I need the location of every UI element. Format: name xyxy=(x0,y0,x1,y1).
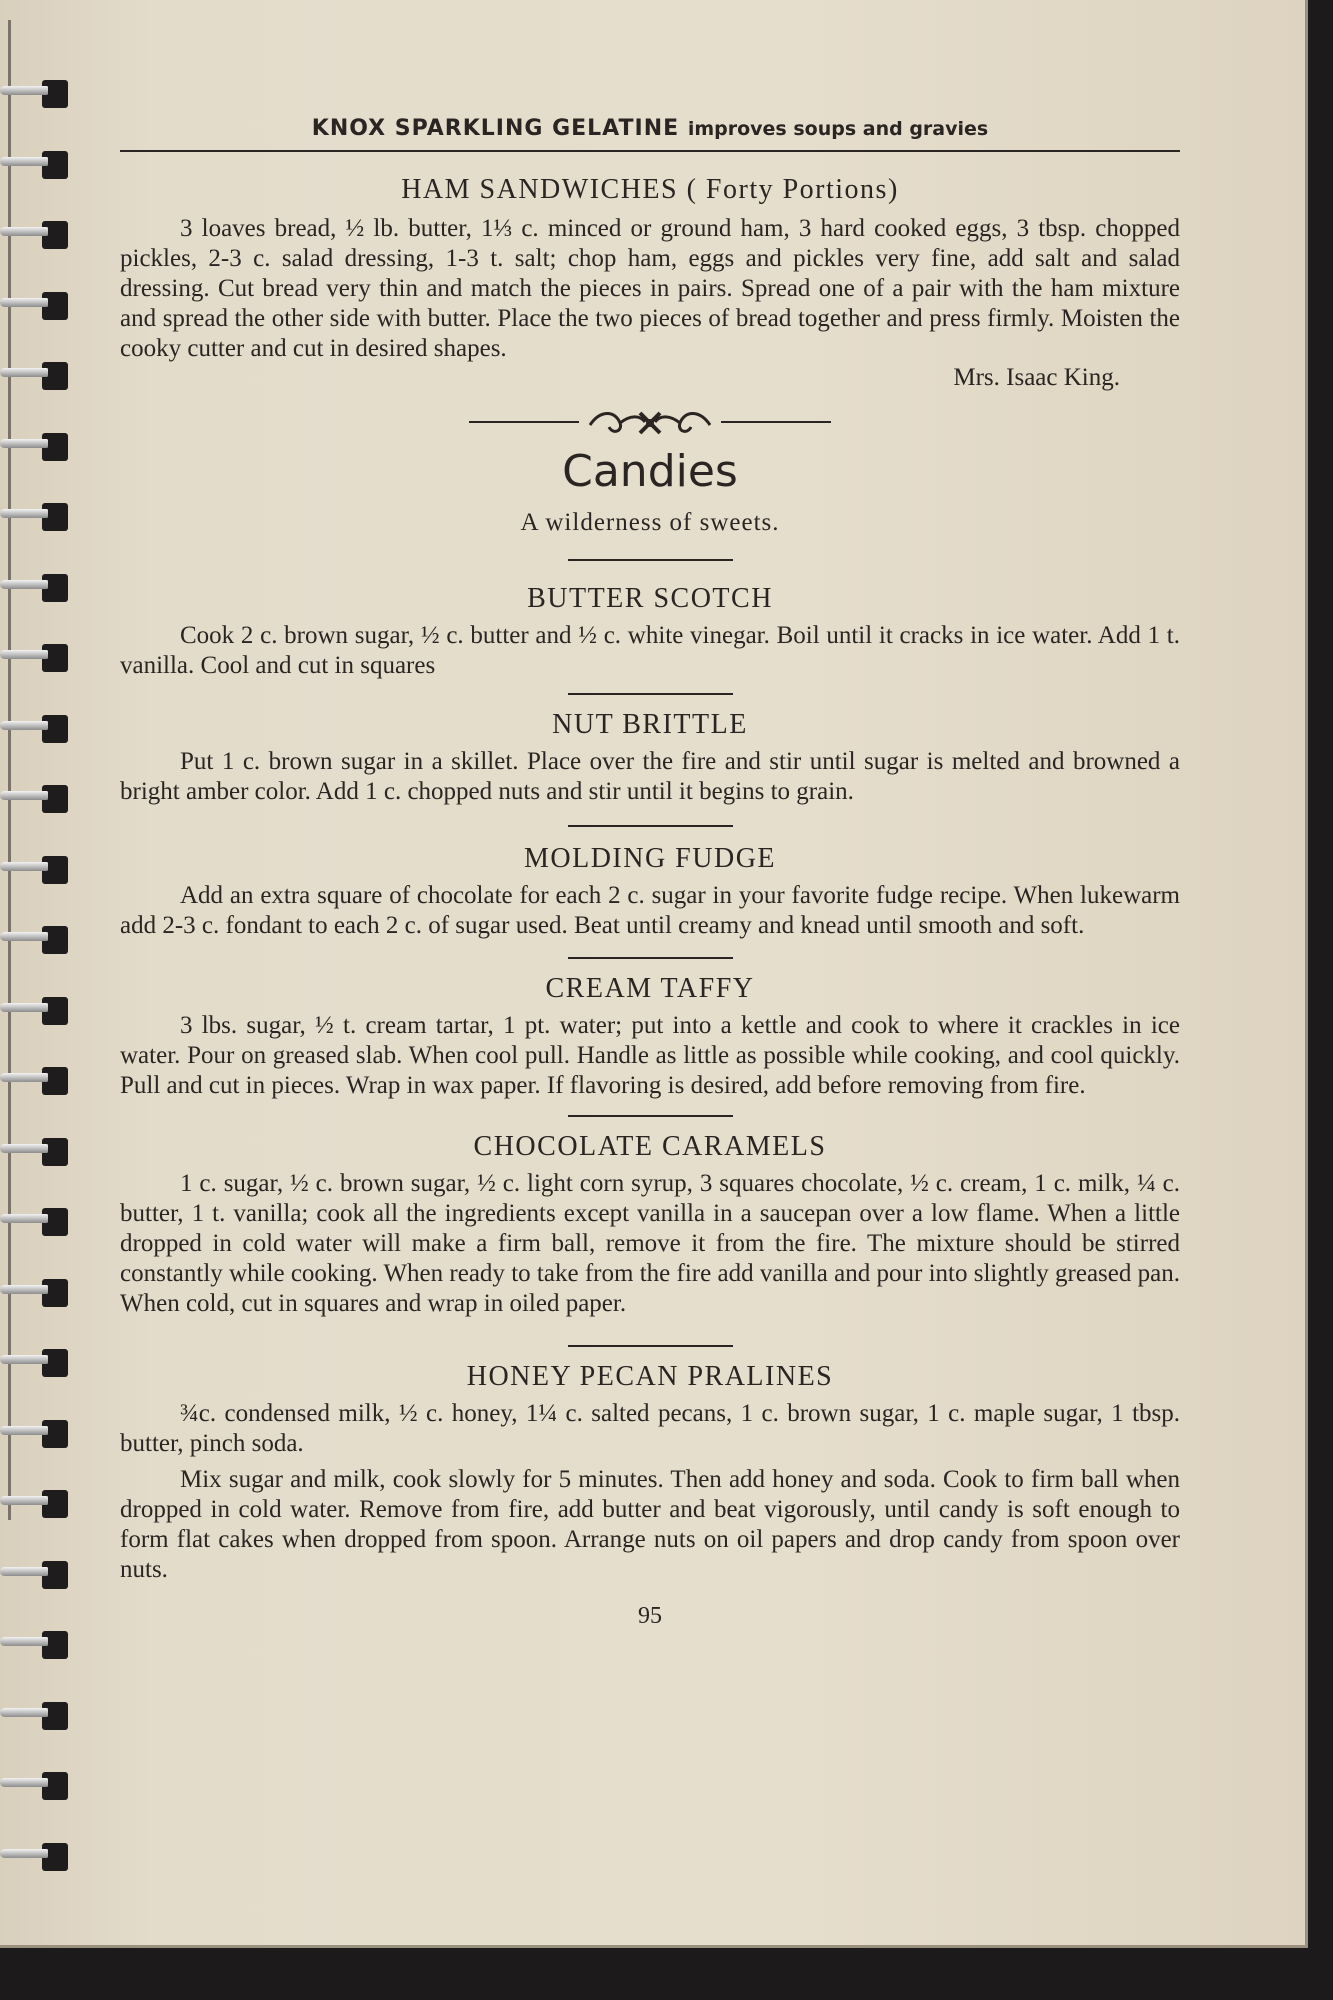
recipe-title-nut-brittle: NUT BRITTLE xyxy=(552,709,748,740)
coil-wire xyxy=(0,1285,48,1294)
coil-wire xyxy=(0,580,48,589)
coil-wire xyxy=(0,1003,48,1012)
spiral-coil xyxy=(0,433,72,463)
spiral-coil xyxy=(0,1843,72,1873)
spiral-coil xyxy=(0,80,72,110)
coil-wire xyxy=(0,862,48,871)
coil-wire xyxy=(0,1637,48,1646)
ornament-line-left xyxy=(469,421,579,423)
header-tagline: improves soups and gravies xyxy=(687,118,989,140)
page-number: 95 xyxy=(638,1603,662,1629)
spiral-coil xyxy=(0,574,72,604)
coil-wire xyxy=(0,298,48,307)
coil-wire xyxy=(0,1708,48,1717)
coil-wire xyxy=(0,1214,48,1223)
page-content xyxy=(120,108,1180,1630)
spiral-coil xyxy=(0,785,72,815)
recipe-title-chocolate-caramels: CHOCOLATE CARAMELS xyxy=(473,1131,827,1162)
recipe-title-molding-fudge: MOLDING FUDGE xyxy=(523,843,777,874)
recipe-title-honey-pecan-pralines: HONEY PECAN PRALINES xyxy=(466,1361,834,1392)
spiral-coil xyxy=(0,997,72,1027)
coil-wire xyxy=(0,227,48,236)
coil-wire xyxy=(0,439,48,448)
coil-wire xyxy=(0,509,48,518)
spiral-coil xyxy=(0,151,72,181)
coil-wire xyxy=(0,1355,48,1364)
spiral-binding xyxy=(0,80,80,1900)
spiral-coil xyxy=(0,292,72,322)
spiral-coil xyxy=(0,1631,72,1661)
recipe-body-ham-sandwiches: 3 loaves bread, ½ lb. butter, 1⅓ c. minced or ground ham, 3 hard cooked eggs, 3 tbsp. chopped pickles, 2-3 c. salad dressing, 1-3 t. salt; chop ham, eggs and pickles very fine, add salt and salad dressing. Cut bread very thin and match the pieces in pairs. Spread one of a pair with the ham mixture and spread the other side with butter. Place the two pieces of bread together and press firmly. Moisten the cooky cutter and cut in desired shapes. xyxy=(120,215,1180,362)
spiral-coil xyxy=(0,1067,72,1097)
spiral-coil xyxy=(0,221,72,251)
ornament-line-right xyxy=(721,421,831,423)
section-title: Candies xyxy=(562,446,738,497)
recipe-method-honey-pecan-pralines: Mix sugar and milk, cook slowly for 5 minutes. Then add honey and soda. Cook to firm ball when dropped in cold water. Remove from fire, add butter and beat vigorously, until candy is soft enough to form flat cakes when dropped from spoon. Arrange nuts on oil papers and drop candy from spoon over nuts. xyxy=(120,1466,1180,1583)
spiral-coil xyxy=(0,1702,72,1732)
coil-wire xyxy=(0,1567,48,1576)
coil-wire xyxy=(0,157,48,166)
spiral-coil xyxy=(0,362,72,392)
section-subtitle: A wilderness of sweets. xyxy=(520,509,780,536)
coil-wire xyxy=(0,650,48,659)
coil-wire xyxy=(0,1778,48,1787)
recipe-body-chocolate-caramels: 1 c. sugar, ½ c. brown sugar, ½ c. light corn syrup, 3 squares chocolate, ½ c. cream, 1 c. milk, ¼ c. butter, 1 t. vanilla; cook all the ingredients except vanilla in a saucepan over a low flame. When a little dropped in cold water will make a firm ball, remove it from the fire. The mixture should be stirred constantly while cooking. When ready to take from the fire add vanilla and pour into slightly greased pan. When cold, cut in squares and wrap in oiled paper. xyxy=(120,1170,1180,1317)
spiral-coil xyxy=(0,1138,72,1168)
spiral-coil xyxy=(0,856,72,886)
coil-wire xyxy=(0,1144,48,1153)
spiral-coil xyxy=(0,1561,72,1591)
spiral-coil xyxy=(0,1490,72,1520)
spiral-coil xyxy=(0,1420,72,1450)
spiral-coil xyxy=(0,926,72,956)
coil-wire xyxy=(0,86,48,95)
coil-wire xyxy=(0,1849,48,1858)
coil-wire xyxy=(0,1426,48,1435)
spiral-coil xyxy=(0,715,72,745)
recipe-ingredients-honey-pecan-pralines: ¾c. condensed milk, ½ c. honey, 1¼ c. salted pecans, 1 c. brown sugar, 1 c. maple sugar, 1 tbsp. butter, pinch soda. xyxy=(120,1400,1180,1457)
spiral-coil xyxy=(0,644,72,674)
recipe-body-molding-fudge: Add an extra square of chocolate for each 2 c. sugar in your favorite fudge recipe. When lukewarm add 2-3 c. fondant to each 2 c. of sugar used. Beat until creamy and knead until smooth and soft. xyxy=(120,882,1180,939)
recipe-body-butter-scotch: Cook 2 c. brown sugar, ½ c. butter and ½ c. white vinegar. Boil until it cracks in ice water. Add 1 t. vanilla. Cool and cut in squares xyxy=(120,622,1180,679)
running-header xyxy=(120,108,1180,152)
spiral-coil xyxy=(0,1279,72,1309)
recipe-title-butter-scotch: BUTTER SCOTCH xyxy=(527,583,773,614)
recipe-body-nut-brittle: Put 1 c. brown sugar in a skillet. Place over the fire and stir until sugar is melted and browned a bright amber color. Add 1 c. chopped nuts and stir until it begins to grain. xyxy=(120,748,1180,805)
floral-scroll-icon xyxy=(585,405,715,439)
coil-wire xyxy=(0,1073,48,1082)
recipe-title-ham-sandwiches: HAM SANDWICHES ( Forty Portions) xyxy=(401,174,899,205)
coil-wire xyxy=(0,1496,48,1505)
coil-wire xyxy=(0,368,48,377)
recipe-body-cream-taffy: 3 lbs. sugar, ½ t. cream tartar, 1 pt. water; put into a kettle and cook to where it crackles in ice water. Pour on greased slab. When cool pull. Handle as little as possible while cooking, and cool quickly. Pull and cut in pieces. Wrap in wax paper. If flavoring is desired, add before removing from fire. xyxy=(120,1012,1180,1099)
section-ornament xyxy=(120,402,1180,442)
spiral-coil xyxy=(0,503,72,533)
coil-wire xyxy=(0,721,48,730)
spiral-coil xyxy=(0,1349,72,1379)
coil-wire xyxy=(0,932,48,941)
coil-wire xyxy=(0,791,48,800)
spiral-coil xyxy=(0,1208,72,1238)
spiral-coil xyxy=(0,1772,72,1802)
header-brand: KNOX SPARKLING GELATINE xyxy=(311,116,680,141)
recipe-title-cream-taffy: CREAM TAFFY xyxy=(545,973,755,1004)
recipe-signature: Mrs. Isaac King. xyxy=(953,364,1120,391)
